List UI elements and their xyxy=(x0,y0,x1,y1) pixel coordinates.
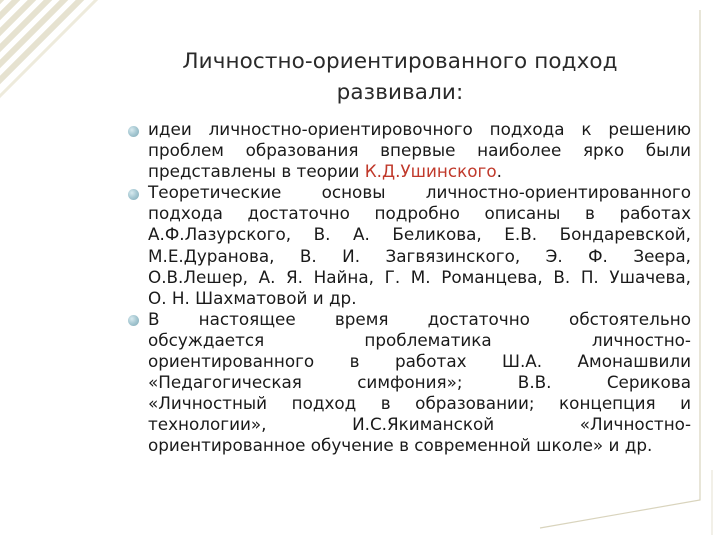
bullet-1-tail: . xyxy=(496,161,502,182)
bullet-item-1 xyxy=(148,119,691,182)
bullet-dot-icon xyxy=(128,126,139,137)
bullet-2-line-1: Теоретические основы личностно-ориентированного xyxy=(148,182,691,203)
bullet-3-line-6: технологии», И.С.Якиманской «Личностно- xyxy=(148,414,691,435)
bullet-1-line-2: проблем образования впервые наиболее ярко были xyxy=(148,140,691,161)
bullet-item-2 xyxy=(148,182,691,309)
bullet-3-line-1: В настоящее время достаточно обстоятельно xyxy=(148,308,691,329)
bullet-3-line-4: «Педагогическая симфония»; В.В. Серикова xyxy=(148,372,691,393)
bullet-1-line-1: идеи личностно-ориентировочного подхода к решению xyxy=(148,119,691,139)
bullet-2-line-6: О. Н. Шахматовой и др. xyxy=(148,287,357,308)
bullet-3-line-3: ориентированного в работах Ш.А. Амонашвили xyxy=(148,351,691,372)
bullet-2-line-3: А.Ф.Лазурского, В. А. Беликова, Е.В. Бондаревской, xyxy=(148,224,691,245)
bullet-3-line-2: обсуждается проблематика личностно- xyxy=(148,329,691,350)
bullet-2-line-5: О.В.Лешер, А. Я. Найна, Г. М. Романцева, В. П. Ушачева, xyxy=(148,266,691,287)
bullet-list xyxy=(148,119,691,457)
bullet-1-line-3-text: представлены в теории xyxy=(148,161,365,182)
bullet-item-3 xyxy=(148,309,691,457)
ushinsky-name: К.Д.Ушинского xyxy=(364,161,497,182)
title-line-2: развивали: xyxy=(336,80,464,105)
bullet-2-line-2: подхода достаточно подробно описаны в работах xyxy=(148,203,691,224)
bullet-1-line-3 xyxy=(148,161,691,182)
title-line-1: Личностно-ориентированного подход xyxy=(182,49,618,74)
bullet-3-line-7: ориентированное обучение в современной школе» и др. xyxy=(148,435,653,456)
bullet-3-line-5: «Личностный подход в образовании; концепция и xyxy=(148,393,691,414)
corner-stripes-decoration xyxy=(0,0,120,120)
bullet-dot-icon xyxy=(128,315,139,326)
bullet-2-line-4: М.Е.Дуранова, В. И. Загвязинского, Э. Ф. Зеера, xyxy=(148,245,691,266)
slide-title xyxy=(150,46,650,108)
bullet-dot-icon xyxy=(128,189,139,200)
